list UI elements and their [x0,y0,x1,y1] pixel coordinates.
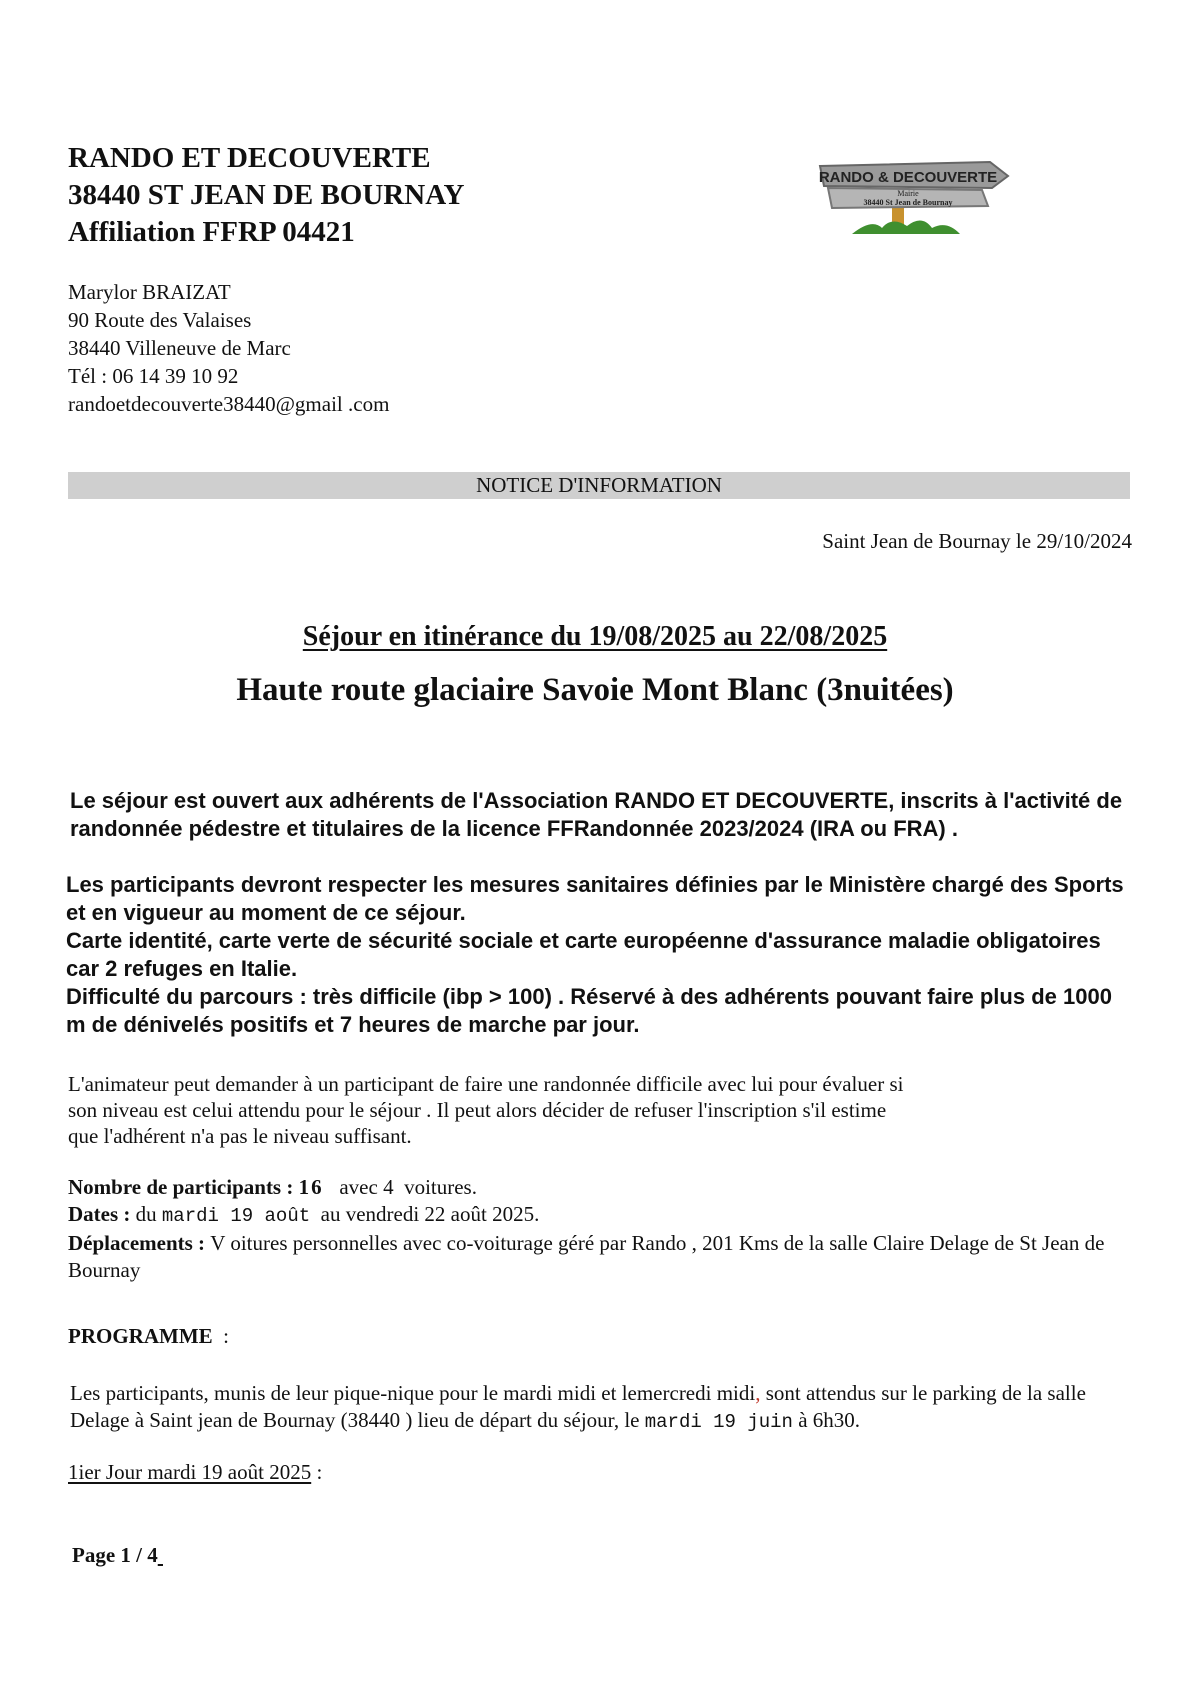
programme-text-c: à 6h30. [792,1408,861,1432]
programme-heading [68,1324,229,1349]
programme-departure-day: mardi 19 juin [644,1411,793,1433]
participants-line [68,1174,1148,1201]
day1-colon: : [311,1460,323,1484]
logo-text-1: RANDO & DECOUVERTE [818,169,998,186]
participants-rest: avec 4 voitures. [323,1175,477,1199]
deplacements-text: V oitures personnelles avec co-voiturage géré par Rando , 201 Kms de la salle Claire Delage de St Jean de Bournay [68,1231,1105,1282]
page-number-text: Page 1 / 4 [72,1543,158,1567]
rule-difficulty: Difficulté du parcours : très difficile (ibp > 100) . Réservé à des adhérents pouvant faire plus de 1000 m de dénivelés positifs et 7 heures de marche par jour. [66,984,1112,1037]
participants-label: Nombre de participants : [68,1175,299,1199]
animateur-line-2: son niveau est celui attendu pour le séjour . Il peut alors décider de refuser l'inscription s'il estime [68,1098,887,1122]
animateur-paragraph [68,1071,1068,1149]
deplacements-label: Déplacements : [68,1231,211,1255]
day1-title: 1ier Jour mardi 19 août 2025 [68,1460,312,1484]
programme-text-a: Les participants, munis de leur pique-nique pour le mardi midi et lemercredi midi [70,1381,756,1405]
programme-colon: : [212,1324,229,1348]
dates-start: mardi 19 août [161,1205,311,1227]
dates-rest: au vendredi 22 août 2025. [310,1202,540,1226]
notice-heading: NOTICE D'INFORMATION [68,472,1130,499]
animateur-line-1: L'animateur peut demander à un participant de faire une randonnée difficile avec lui pour évaluer si [68,1072,904,1096]
logo-text-2: Mairie [897,189,919,198]
club-logo [812,158,1010,236]
contact-name: Marylor BRAIZAT [68,280,231,304]
page-number-trail [158,1543,163,1567]
sejour-title-text: Séjour en itinérance du 19/08/2025 au 22/08/2025 [302,621,888,652]
contact-phone: Tél : 06 14 39 10 92 [68,364,239,388]
notice-date: Saint Jean de Bournay le 29/10/2024 [822,529,1132,553]
dates-line [68,1201,1148,1230]
trip-info [68,1174,1148,1284]
participants-count: 16 [298,1175,324,1199]
programme-label: PROGRAMME [68,1324,213,1348]
contact-block [68,278,389,418]
sejour-title [0,621,1190,653]
contact-email: randoetdecouverte38440@gmail .com [68,392,390,416]
animateur-line-3: que l'adhérent n'a pas le niveau suffisant. [68,1124,412,1148]
route-title: Haute route glaciaire Savoie Mont Blanc (3nuitées) [236,672,954,708]
dates-prefix: du [135,1202,162,1226]
org-city: 38440 ST JEAN DE BOURNAY [68,179,465,211]
org-name: RANDO ET DECOUVERTE [68,142,431,174]
programme-comma: , [755,1381,761,1405]
logo-grass [852,220,960,234]
rule-documents: Carte identité, carte verte de sécurité sociale et carte européenne d'assurance maladie obligatoires car 2 refuges en Italie. [66,928,1101,981]
org-affiliation: Affiliation FFRP 04421 [68,216,355,248]
rule-membership: Le séjour est ouvert aux adhérents de l'Association RANDO ET DECOUVERTE, inscrits à l'activité de randonnée pédestre et titulaires de la licence FFRandonnée 2023/2024 (IRA ou FRA) . [70,788,1123,841]
dates-label: Dates : [68,1202,136,1226]
programme-text-b: sont attendus sur le parking de la salle Delage à Saint jean de Bournay (38440 ) lieu de départ du séjour, le [70,1381,1086,1432]
contact-address-1: 90 Route des Valaises [68,308,252,332]
club-logo-graphic [812,158,1010,236]
day1-heading [68,1460,322,1485]
deplacements-line [68,1230,1148,1284]
contact-address-2: 38440 Villeneuve de Marc [68,336,291,360]
org-header [68,140,464,251]
programme-text [70,1380,1140,1436]
page-number [72,1543,163,1568]
rule-sanitary: Les participants devront respecter les mesures sanitaires définies par le Ministère chargé des Sports et en vigueur au moment de ce séjour. [66,872,1124,925]
logo-text-3: 38440 St Jean de Bournay [863,198,953,207]
